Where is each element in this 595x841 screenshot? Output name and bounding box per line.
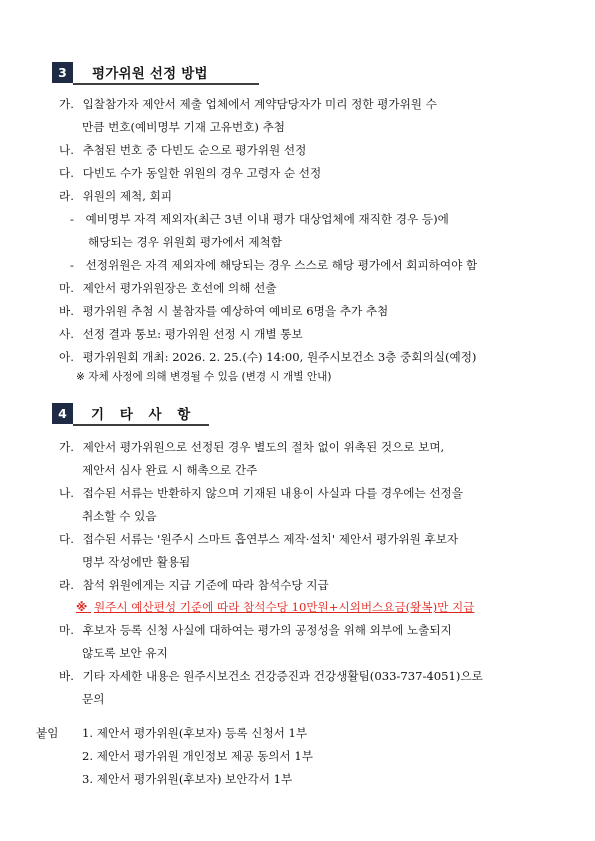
list-text: 다빈도 수가 동일한 위원의 경우 고령자 순 선정	[82, 166, 322, 180]
s4-item-ga-cont: 제안서 심사 완료 시 해촉으로 간주	[82, 463, 258, 477]
s3-item-ba	[59, 304, 388, 318]
list-text: 위원의 제척, 회피	[82, 189, 173, 203]
s3-item-ra	[59, 189, 172, 203]
s4-item-ma-cont: 않도록 보안 유지	[82, 646, 168, 660]
list-marker: 마.	[59, 281, 74, 295]
list-marker: 바.	[59, 669, 74, 683]
s3-dash-1-cont: 해당되는 경우 위원회 평가에서 제척함	[88, 235, 282, 249]
section-4-underline	[73, 424, 209, 426]
s4-item-da	[59, 532, 458, 546]
section-3-number: 3	[52, 62, 73, 83]
s3-item-a	[59, 350, 476, 364]
list-text: 후보자 등록 신청 사실에 대하여는 평가의 공정성을 위해 외부에 노출되지	[82, 623, 452, 637]
s4-item-ra	[59, 578, 329, 592]
attachment-item-1: 1. 제안서 평가위원(후보자) 등록 신청서 1부	[82, 726, 308, 740]
s3-item-ma	[59, 281, 277, 295]
list-marker: 다.	[59, 166, 74, 180]
s3-note: ※ 자체 사정에 의해 변경될 수 있음 (변경 시 개별 안내)	[76, 371, 332, 383]
list-text: 참석 위원에게는 지급 기준에 따라 참석수당 지급	[82, 578, 329, 592]
s4-item-ma	[59, 623, 452, 637]
section-3-underline	[73, 83, 259, 85]
s4-item-ga	[59, 440, 444, 454]
list-marker: 라.	[59, 189, 74, 203]
note-text: 원주시 예산편성 기준에 따라 참석수당 10만원+시외버스요금(왕복)만 지급	[93, 600, 475, 614]
dash-marker: -	[70, 212, 74, 226]
s3-item-na	[59, 143, 306, 157]
list-text: 평가위원회 개최: 2026. 2. 25.(수) 14:00, 원주시보건소 3층 중회의실(예정)	[82, 350, 477, 364]
list-text: 제안서 평가위원으로 선정된 경우 별도의 절차 없이 위촉된 것으로 보며,	[82, 440, 445, 454]
dash-marker: -	[70, 258, 74, 272]
list-text: 접수된 서류는 반환하지 않으며 기재된 내용이 사실과 다를 경우에는 선정을	[82, 486, 463, 500]
section-4-number: 4	[52, 403, 73, 424]
note-mark: ※	[76, 600, 88, 614]
list-marker: 아.	[59, 350, 74, 364]
section-4-heading	[52, 402, 196, 424]
s4-item-na-cont: 취소할 수 있음	[82, 509, 157, 523]
s4-item-ba-cont: 문의	[82, 692, 105, 706]
s4-red-note	[76, 600, 474, 614]
section-3-title: 평가위원 선정 방법	[92, 66, 208, 82]
s4-item-na	[59, 486, 463, 500]
list-marker: 바.	[59, 304, 74, 318]
list-marker: 다.	[59, 532, 74, 546]
s3-item-da	[59, 166, 321, 180]
list-text: 추첨된 번호 중 다빈도 순으로 평가위원 선정	[82, 143, 307, 157]
list-marker: 마.	[59, 623, 74, 637]
list-text: 기타 자세한 내용은 원주시보건소 건강증진과 건강생활팀(033-737-4051)으로	[82, 669, 483, 683]
s4-item-da-cont: 명부 작성에만 활용됨	[82, 555, 191, 569]
list-marker: 나.	[59, 143, 74, 157]
attachments-label: 붙임	[36, 726, 59, 740]
list-marker: 나.	[59, 486, 74, 500]
list-marker: 가.	[59, 97, 74, 111]
s3-item-ga-cont: 만큼 번호(예비명부 기재 고유번호) 추첨	[82, 120, 285, 134]
attachment-item-2: 2. 제안서 평가위원 개인정보 제공 동의서 1부	[82, 749, 313, 763]
list-marker: 라.	[59, 578, 74, 592]
list-text: 입찰참가자 제안서 제출 업체에서 계약담당자가 미리 정한 평가위원 수	[82, 97, 437, 111]
list-marker: 사.	[59, 327, 74, 341]
list-text: 접수된 서류는 '원주시 스마트 흡연부스 제작·설치' 제안서 평가위원 후보자	[82, 532, 459, 546]
list-text: 평가위원 추첨 시 불참자를 예상하여 예비로 6명을 추가 추첨	[82, 304, 389, 318]
s3-item-sa	[59, 327, 303, 341]
list-text: 선정위원은 자격 제외자에 해당되는 경우 스스로 해당 평가에서 회피하여야 함	[85, 258, 478, 272]
list-text: 제안서 평가위원장은 호선에 의해 선출	[82, 281, 277, 295]
s4-item-ba	[59, 669, 483, 683]
s3-dash-2	[70, 258, 477, 272]
attachment-item-3: 3. 제안서 평가위원(후보자) 보안각서 1부	[82, 772, 293, 786]
s3-item-ga	[59, 97, 437, 111]
section-4-title: 기 타 사 항	[91, 407, 196, 423]
list-text: 예비명부 자격 제외자(최근 3년 이내 평가 대상업체에 재직한 경우 등)에	[85, 212, 449, 226]
s3-dash-1	[70, 212, 449, 226]
list-text: 선정 결과 통보: 평가위원 선정 시 개별 통보	[82, 327, 303, 341]
section-3-heading	[52, 61, 208, 83]
list-marker: 가.	[59, 440, 74, 454]
